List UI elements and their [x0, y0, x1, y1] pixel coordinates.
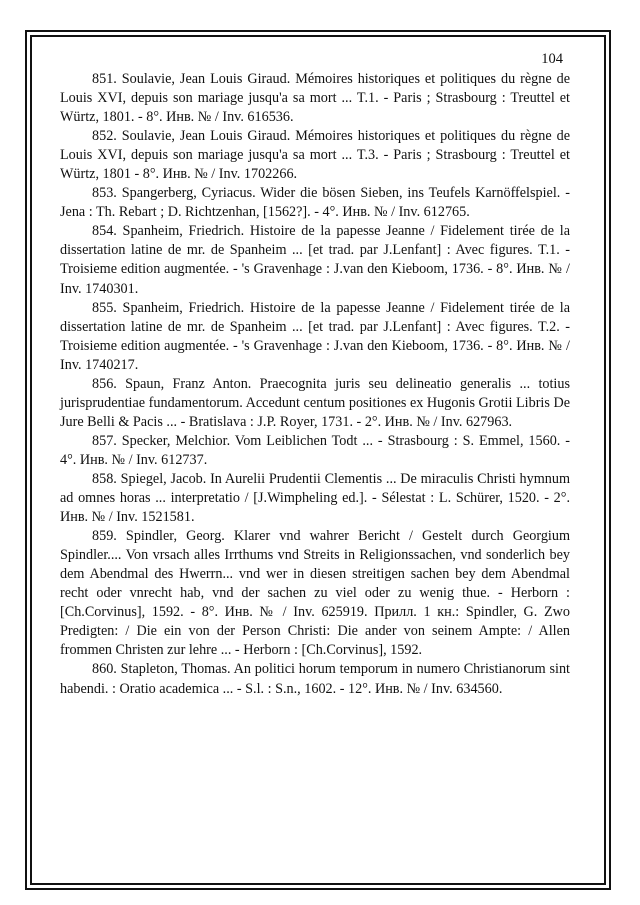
catalog-entry-858: 858. Spiegel, Jacob. In Aurelii Prudentii Clementis ... De miraculis Christi hymnum ad omnes horas ... interpretatio / [J.Wimpheling ed.]. - Sélestat : L. Schürer, 1520. - 2°. Инв. № / Inv. 1521581.: [60, 470, 570, 526]
catalog-entry-857: 857. Specker, Melchior. Vom Leiblichen Todt ... - Strasbourg : S. Emmel, 1560. - 4°. Инв. № / Inv. 612737.: [60, 432, 570, 468]
catalog-entry-853: 853. Spangerberg, Cyriacus. Wider die bösen Sieben, ins Teufels Karnöffelspiel. - Jena : Th. Rebart ; D. Richtzenhan, [1562?]. - 4°. Инв. № / Inv. 612765.: [60, 185, 570, 221]
catalog-entry-859: 859. Spindler, Georg. Klarer vnd wahrer Bericht / Gestelt durch Georgium Spindler.... Von vrsach alles Irrthums vnd Streits in Religionssachen, vnd sonderlich bey dem Abendmal des Hwerrn... vnd wer in diesen streitigen sachen bey dem Abendmal recht oder vnrecht hab, vnd der sachen zu viel oder zu wenig thue. - Herborn : [Ch.Corvinus], 1592. - 8°. Инв. № / Inv. 625919. Прилл. 1 кн.: Spindler, G. Zwo Predigten: / Die ein von der Person Christi: Die ander von seinem Ampte: / Allen frommen Christen zur lehre ... - Herborn : [Ch.Corvinus], 1592.: [60, 528, 570, 659]
catalog-entry-851: 851. Soulavie, Jean Louis Giraud. Mémoires historiques et politiques du règne de Louis XVI, depuis son mariage jusqu'a sa mort ... T.1. - Paris ; Strasbourg : Treuttel et Würtz, 1801. - 8°. Инв. № / Inv. 616536.: [60, 71, 570, 126]
catalog-entry-856: 856. Spaun, Franz Anton. Praecognita juris seu delineatio generalis ... totius jurisprudentiae fundamentorum. Accedunt centum positiones ex Hugonis Grotii Libris De Jure Belli & Pacis ... - Bratislava : J.P. Royer, 1731. - 2°. Инв. № / Inv. 627963.: [60, 375, 570, 430]
page-number: 104: [541, 51, 563, 67]
catalog-entries: [60, 70, 570, 699]
catalog-entry-860: 860. Stapleton, Thomas. An politici horum temporum in numero Christianorum sint habendi. : Oratio academica ... - S.l. : S.n., 1602. - 12°. Инв. № / Inv. 634560.: [60, 661, 570, 697]
catalog-entry-852: 852. Soulavie, Jean Louis Giraud. Mémoires historiques et politiques du règne de Louis XVI, depuis son mariage jusqu'a sa mort ... T.3. - Paris ; Strasbourg : Treuttel et Würtz, 1801 - 8°. Инв. № / Inv. 1702266.: [60, 128, 570, 183]
catalog-entry-855: 855. Spanheim, Friedrich. Histoire de la papesse Jeanne / Fidelement tirée de la dissertation latine de mr. de Spanheim ... [et trad. par J.Lenfant] : Avec figures. T.2. - Troisieme edition augmentée. - 's Gravenhage : J.van den Kieboom, 1736. - 8°. Инв. № / Inv. 1740217.: [60, 299, 570, 373]
catalog-entry-854: 854. Spanheim, Friedrich. Histoire de la papesse Jeanne / Fidelement tirée de la dissertation latine de mr. de Spanheim ... [et trad. par J.Lenfant] : Avec figures. T.1. - Troisieme edition augmentée. - 's Gravenhage : J.van den Kieboom, 1736. - 8°. Инв. № / Inv. 1740301.: [60, 223, 570, 297]
